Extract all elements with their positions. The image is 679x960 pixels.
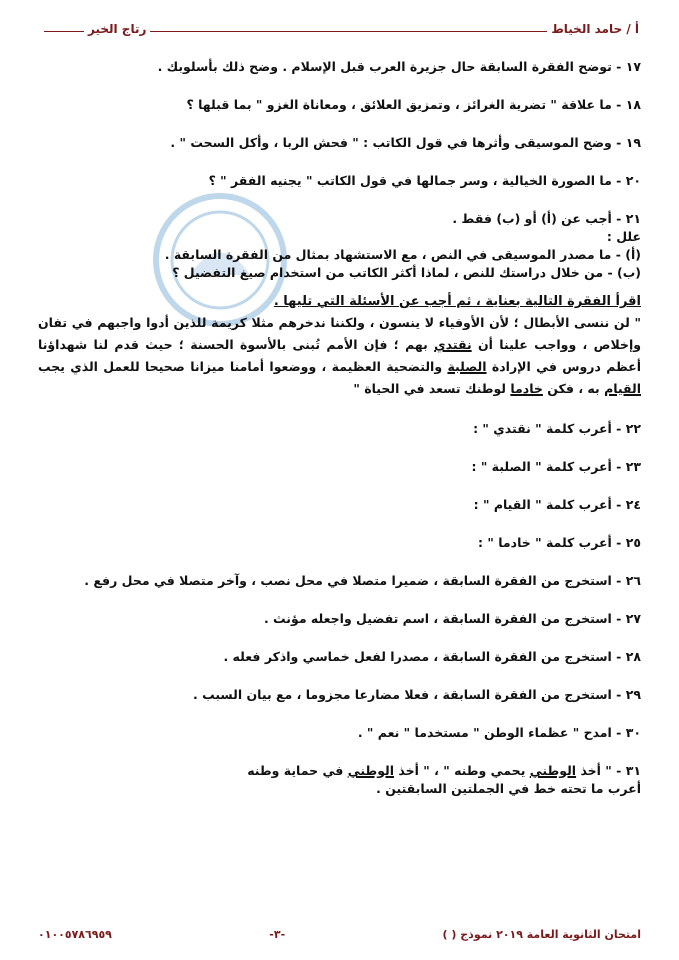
- question-21-lead: علل :: [606, 229, 641, 244]
- underlined-word-3: القيام: [604, 381, 641, 396]
- question-31: ٣١ - " أخذ الوطني يحمي وطنه " ، " أخذ الوطني في حماية وطنه: [247, 763, 641, 778]
- page-content: [38, 58, 641, 798]
- page-number: -٣-: [269, 927, 286, 941]
- footer-phone: ٠١٠٠٥٧٨٦٩٥٩: [38, 927, 112, 941]
- underlined-word-1: نقتدي: [434, 337, 472, 352]
- question-28: ٢٨ - استخرج من الفقرة السابقة ، مصدرا لفعل خماسي واذكر فعله .: [223, 649, 641, 664]
- underlined-word-2: الصلبة: [447, 359, 487, 374]
- passage-title: اقرأ الفقرة التالية بعناية ، ثم أجب عن الأسئلة التي تليها .: [273, 294, 641, 309]
- teacher-name: أ / حامد الخياط: [551, 22, 639, 36]
- header-rule: [150, 31, 547, 32]
- question-22: ٢٢ - أعرب كلمة " نقتدي " :: [473, 421, 641, 436]
- question-19: ١٩ - وضح الموسيقى وأثرها في قول الكاتب : " فحش الربا ، وأكل السحت " .: [170, 135, 641, 150]
- header-rule-end: [44, 31, 84, 32]
- question-31-instruction: أعرب ما تحته خط في الجملتين السابقتين .: [376, 781, 641, 796]
- question-25: ٢٥ - أعرب كلمة " خادما " :: [478, 535, 641, 550]
- book-name: رتاج الخير: [88, 22, 147, 36]
- underlined-word-31a: الوطني: [529, 763, 577, 778]
- question-27: ٢٧ - استخرج من الفقرة السابقة ، اسم تفضيل واجعله مؤنث .: [263, 611, 641, 626]
- question-20: ٢٠ - ما الصورة الخيالية ، وسر جمالها في قول الكاتب " يجنيه الفقر " ؟: [208, 173, 641, 188]
- page-header: [40, 12, 639, 36]
- underlined-word-31b: الوطني: [347, 763, 395, 778]
- question-21: ٢١ - أجب عن (أ) أو (ب) فقط .: [452, 211, 641, 226]
- passage-text: " لن ننسى الأبطال ؛ لأن الأوفياء لا ينسون ، ولكننا ندخرهم مثلا كريمة للذين أدوا واجبهم في تفان وإخلاص ، وواجب علينا أن نقتدي بهم ؛ فإن الأمم تُبنى بالأسوة الحسنة ؛ حيث قدم لنا شهداؤنا أعظم دروس في الإرادة الصلبة والتضحية العظيمة ، ووضعوا أمامنا ميزانا صحيحا للعمل الذي يجب القيام به ، فكن خادما لوطنك تسعد في الحياة ": [38, 315, 641, 396]
- underlined-word-4: خادما: [510, 381, 543, 396]
- page-footer: [38, 924, 641, 944]
- question-26: ٢٦ - استخرج من الفقرة السابقة ، ضميرا متصلا في محل نصب ، وآخر متصلا في محل رفع .: [84, 573, 641, 588]
- question-21-a: (أ) - ما مصدر الموسيقى في النص ، مع الاستشهاد بمثال من الفقرة السابقة .: [164, 247, 641, 262]
- question-30: ٣٠ - امدح " عظماء الوطن " مستخدما " نعم " .: [357, 725, 641, 740]
- footer-exam-title: امتحان الثانوية العامة ٢٠١٩ نموذج ( ): [442, 927, 641, 941]
- question-18: ١٨ - ما علاقة " تضرية الغرائز ، وتمزيق العلائق ، ومعاناة الغزو " بما قبلها ؟: [186, 97, 641, 112]
- question-29: ٢٩ - استخرج من الفقرة السابقة ، فعلا مضارعا مجزوما ، مع بيان السبب .: [193, 687, 641, 702]
- question-24: ٢٤ - أعرب كلمة " القيام " :: [473, 497, 641, 512]
- question-23: ٢٣ - أعرب كلمة " الصلبة " :: [471, 459, 641, 474]
- question-17: ١٧ - توضح الفقرة السابقة حال جزيرة العرب قبل الإسلام . وضح ذلك بأسلوبك .: [157, 59, 641, 74]
- question-21-b: (ب) - من خلال دراستك للنص ، لماذا أكثر الكاتب من استخدام صيغ التفضيل ؟: [172, 265, 641, 280]
